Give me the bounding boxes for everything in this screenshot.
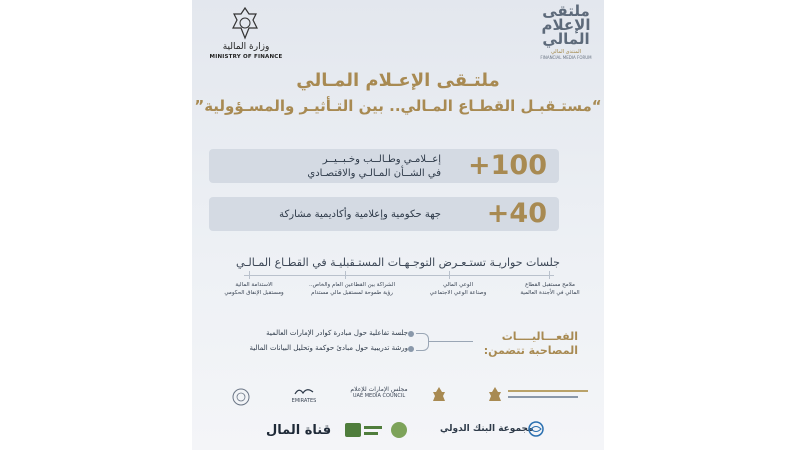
event-item: ورشة تدريبية حول مبادئ حوكمة وتحليل البيانات المالية: [249, 344, 408, 352]
world-bank-globe-icon: [528, 421, 544, 437]
session-line-1: الوعي المالي: [443, 282, 473, 288]
forum-logo-line-1: ملتقى: [542, 2, 590, 20]
stat-number: +40: [486, 198, 547, 229]
uae-emblem-small-icon: [432, 386, 446, 404]
stat-text-line-1: إعــلامـي وطـالــب وخـبــيــر: [322, 154, 441, 165]
partner-green-emblem-icon: [388, 420, 410, 440]
session-line-2: ومستقبل الإنفاق الحكومي: [224, 290, 284, 296]
session-tick: [449, 271, 450, 279]
session-tick: [249, 271, 250, 279]
session-tick: [345, 271, 346, 279]
session-line-1: الاستدامة المالية: [235, 282, 273, 288]
events-label: [478, 330, 578, 358]
session-item: [510, 281, 590, 297]
partner-ministry-text-bar: [508, 390, 588, 392]
page-title: ملتـقى الإعـلام المـالي: [296, 70, 500, 91]
emirates-arabic-mark-icon: [293, 386, 315, 396]
ministry-name-en: MINISTRY OF FINANCE: [209, 54, 283, 60]
forum-logo-sub-ar: المنتدى المالي: [551, 49, 581, 55]
stat-text-line-2: في الشــأن المـالـي والاقتصـادي: [307, 168, 441, 179]
forum-logo-line-3: المالي: [542, 30, 590, 48]
stat-panel-entities: [209, 197, 559, 231]
session-item: [418, 281, 498, 297]
partner-world-bank-text: مجموعة البنك الدولي: [440, 424, 534, 434]
partner-media-council-ar: مجلس الإمارات للإعلام: [350, 386, 408, 393]
partner-uae-media-council-logo: [344, 386, 414, 399]
stat-text-line-1: جهة حكومية وإعلامية وأكاديمية مشاركة: [279, 209, 441, 220]
session-line-2: وصناعة الوعي الاجتماعي: [429, 290, 487, 296]
page-subtitle: “مستـقبـل القطـاع المـالي.. بين التـأثيـر والمسـؤولية”: [194, 97, 602, 115]
sessions-divider: [244, 275, 554, 276]
session-line-1: الشراكة بين القطاعين العام والخاص..: [308, 282, 396, 288]
partner-emirates-text: EMIRATES: [291, 398, 317, 404]
events-bracket: [416, 333, 429, 351]
uae-emblem-small-icon: [488, 386, 502, 404]
session-line-2: رؤية طموحة لمستقبل مالي مستدام: [311, 290, 393, 296]
session-item: [302, 281, 402, 297]
forum-logo: [536, 4, 596, 60]
partner-almal-channel-logo: قناة المال: [266, 423, 332, 438]
sessions-title: جلسات حواريـة تستـعـرض التوجـهـات المستـقبليـة في القطـاع المـالـي: [236, 256, 560, 269]
events-label-line-2: المصاحبة تتضمن:: [483, 344, 578, 357]
partner-media-council-en: UAE MEDIA COUNCIL: [352, 393, 406, 399]
events-connector: [429, 341, 473, 342]
session-line-2: المالي في الأجندة العالمية: [520, 290, 580, 296]
ministry-name-ar: وزارة المالية: [222, 42, 270, 52]
session-item: [214, 281, 294, 297]
partner-emirates-logo: [284, 386, 324, 404]
stat-number: +100: [468, 150, 547, 181]
partner-green-logo-icon: [344, 420, 384, 440]
stat-panel-participants: [209, 149, 559, 183]
bullet-icon: [408, 331, 414, 337]
partner-ministry-text-bar: [508, 396, 578, 398]
bullet-icon: [408, 346, 414, 352]
session-line-1: ملامح مستقبل القطاع: [525, 282, 575, 288]
uae-emblem-icon: [230, 6, 260, 40]
poster: [192, 0, 604, 450]
forum-logo-line-2: الإعلام: [541, 16, 591, 34]
partner-globe-logo-icon: [232, 388, 250, 406]
forum-logo-en: FINANCIAL MEDIA FORUM: [540, 55, 592, 60]
event-item: جلسة تفاعلية حول مبادرة كوادر الإمارات العالمية: [266, 329, 408, 337]
events-label-line-1: الفعـــاليــــات: [501, 330, 578, 343]
session-tick: [549, 271, 550, 279]
